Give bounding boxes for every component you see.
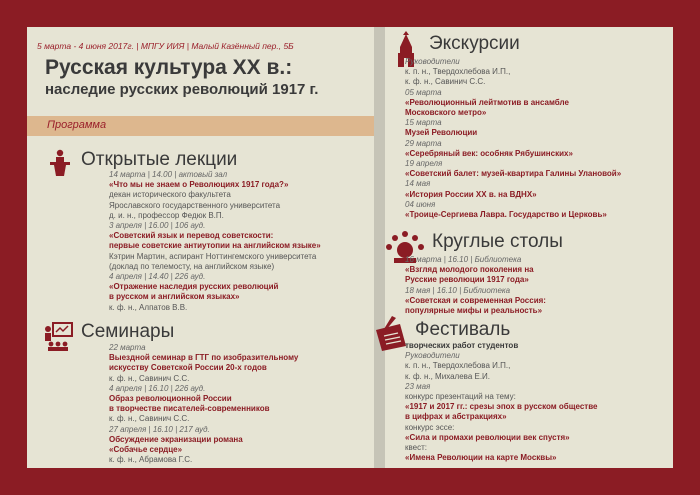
festival-line: «1917 и 2017 гг.: срезы эпох в русском обществе xyxy=(405,402,598,412)
festival-line: к. п. н., Твердохлебова И.П., xyxy=(405,361,511,371)
seminars-line: к. ф. н., Савинич С.С. xyxy=(109,414,190,424)
roundtables-line: «Взгляд молодого поколения на xyxy=(405,265,534,275)
excursions-line: 04 июня xyxy=(405,199,436,209)
seminars-line: Образ революционной России xyxy=(109,394,232,404)
excursions-line: к. ф. н., Савинич С.С. xyxy=(405,77,486,87)
festival-line: конкурс эссе: xyxy=(405,422,455,432)
excursions-line: к. п. н., Твердохлебова И.П., xyxy=(405,67,511,77)
excursions-line: «История России XX в. на ВДНХ» xyxy=(405,189,537,199)
excursions-list xyxy=(405,57,621,220)
festival-list xyxy=(405,341,597,463)
lectures-line: «Советский язык и перевод советскости: xyxy=(109,231,274,241)
excursions-line: Руководители xyxy=(405,57,460,66)
seminars-list xyxy=(109,343,298,465)
seminars-line: к. ф. н., Савинич С.С. xyxy=(109,373,190,383)
seminars-line: искусству Советской России 20-х годов xyxy=(109,363,267,373)
lectures-line: 3 апреля | 16.00 | 106 ауд. xyxy=(109,221,206,231)
roundtables-line: 18 мая | 16.10 | Библиотека xyxy=(405,285,511,295)
excursions-line: «Серебряный век: особняк Рябушинских» xyxy=(405,148,573,158)
seminars-line: 27 апреля | 16.10 | 217 ауд. xyxy=(109,424,210,434)
section-title-seminars: Семинары xyxy=(81,321,175,342)
section-title-roundtables: Круглые столы xyxy=(432,231,563,252)
festival-line: конкурс презентаций на тему: xyxy=(405,392,516,402)
lectern-icon xyxy=(47,149,73,177)
seminars-line: в творчестве писателей-современников xyxy=(109,404,270,414)
lectures-line: декан исторического факультета xyxy=(109,190,231,200)
festival-line: 23 мая xyxy=(405,381,431,391)
seminars-line: 22 марта xyxy=(109,343,146,352)
excursions-line: 05 марта xyxy=(405,87,442,97)
lectures-list xyxy=(109,170,321,313)
lectures-line: к. ф. н., Алпатов В.В. xyxy=(109,302,188,312)
lectures-line: в русском и английском языках» xyxy=(109,292,240,302)
section-title-lectures: Открытые лекции xyxy=(81,149,238,170)
lectures-line: 14 марта | 14.00 | актовый зал xyxy=(109,170,228,179)
excursions-line: 19 апреля xyxy=(405,159,443,169)
lectures-line: Ярославского государственного университета xyxy=(109,200,281,210)
roundtables-line: 16 марта | 16.10 | Библиотека xyxy=(405,255,522,264)
festival-line: «Сила и промахи революции век спустя» xyxy=(405,432,570,442)
excursions-line: Музей Революции xyxy=(405,128,478,138)
lectures-line: Кэтрин Мартин, аспирант Ноттингемского университета xyxy=(109,251,317,261)
lectures-line: д. и. н., профессор Федюк В.П. xyxy=(109,210,224,220)
roundtables-line: Русские революции 1917 года» xyxy=(405,275,529,285)
event-meta: 5 марта - 4 июня 2017г. | МПГУ ИИЯ | Малый Казённый пер., 5Б xyxy=(37,41,294,51)
poster-card xyxy=(27,27,673,468)
seminars-line: к. ф. н., Абрамова Г.С. xyxy=(109,455,193,465)
excursions-line: «Троице-Сергиева Лавра. Государство и Церковь» xyxy=(405,210,607,220)
festival-line: Руководители xyxy=(405,351,460,361)
section-title-excursions: Экскурсии xyxy=(429,33,520,54)
seminars-line: «Собачье сердце» xyxy=(109,445,183,455)
program-band xyxy=(27,116,374,136)
poster-title: Русская культура XX в.: xyxy=(45,56,293,79)
column-divider xyxy=(374,27,385,468)
excursions-line: Московского метро» xyxy=(405,108,487,118)
program-label: Программа xyxy=(47,119,107,131)
roundtables-line: популярные мифы и реальность» xyxy=(405,306,543,316)
festival-line: творческих работ студентов xyxy=(405,341,519,350)
excursions-line: 14 мая xyxy=(405,179,431,189)
lectures-line: 4 апреля | 14.40 | 226 ауд. xyxy=(109,272,206,282)
lectures-line: (доклад по телемосту, на английском языке) xyxy=(109,261,275,271)
roundtables-line: «Советская и современная Россия: xyxy=(405,295,546,305)
poster-subtitle: наследие русских революций 1917 г. xyxy=(45,81,319,98)
festival-line: квест: xyxy=(405,443,427,453)
festival-line: к. ф. н., Михалева Е.И. xyxy=(405,371,491,381)
seminars-line: Выездной семинар в ГТГ по изобразительному xyxy=(109,353,299,363)
excursions-line: 29 марта xyxy=(405,138,442,148)
lectures-line: первые советские антиутопии на английском языке» xyxy=(109,241,321,251)
presentation-board-icon xyxy=(43,322,73,352)
lectures-line: «Что мы не знаем о Революциях 1917 года?» xyxy=(109,180,289,190)
festival-line: «Имена Революции на карте Москвы» xyxy=(405,453,557,463)
lectures-line: «Отражение наследия русских революций xyxy=(109,282,279,292)
scroll-quill-icon xyxy=(370,316,410,352)
excursions-line: «Революционный лейтмотив в ансамбле xyxy=(405,97,569,107)
festival-line: в цифрах и абстракциях» xyxy=(405,412,507,422)
seminars-line: 4 апреля | 16.10 | 226 ауд. xyxy=(109,383,206,393)
section-title-festival: Фестиваль xyxy=(415,319,511,340)
excursions-line: «Советский балет: музей-квартира Галины Улановой» xyxy=(405,169,622,179)
excursions-line: 15 марта xyxy=(405,118,442,128)
seminars-line: Обсуждение экранизации романа xyxy=(109,434,243,444)
roundtables-list xyxy=(405,255,546,316)
